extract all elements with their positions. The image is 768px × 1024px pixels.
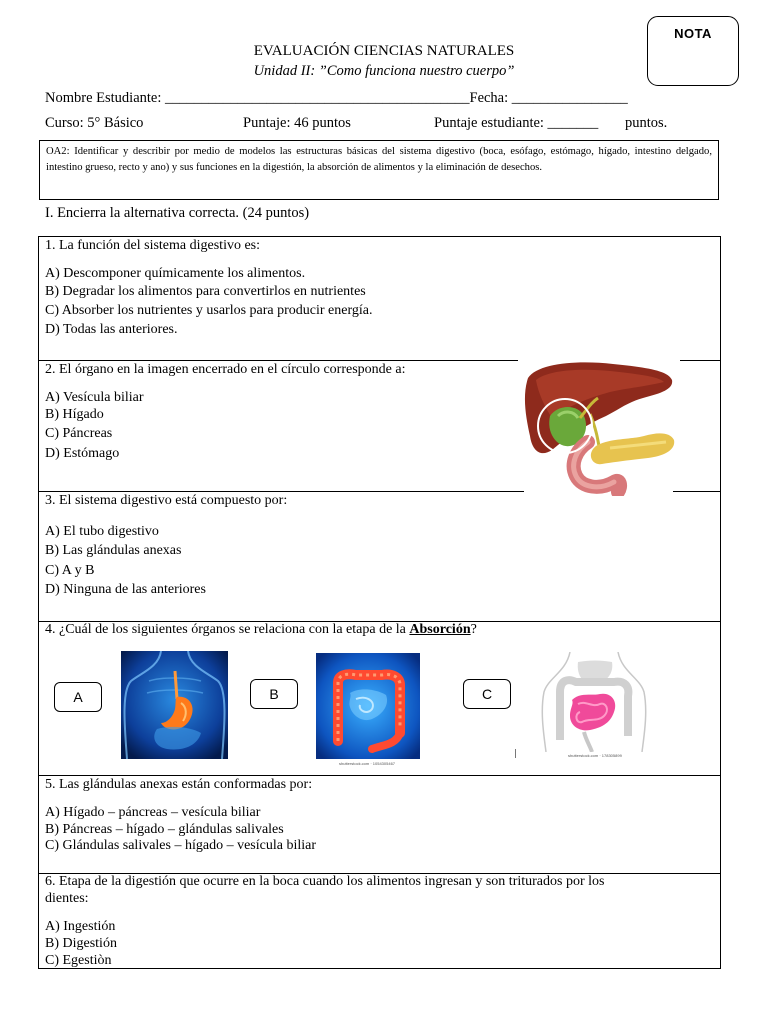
q6-option-b[interactable]: B) Digestión [45,936,117,951]
learning-objective-box: OA2: Identificar y describir por medio de modelos las estructuras básicas del sistema digestivo (boca, esófago, estómago, hígado, intestino delgado, intestino grueso, recto y ano) y sus funciones en la digestión, la absorción de alimentos y la eliminación de desechos. [39,140,719,200]
stomach-body-image[interactable] [121,651,228,759]
q3-option-b[interactable]: B) Las glándulas anexas [45,543,182,558]
student-score-line: Puntaje estudiante: _______ [434,115,599,131]
image-b-credit: shutterstock.com · 1054305467 [339,761,396,766]
question-4-text: 4. ¿Cuál de los siguientes órganos se relaciona con la etapa de la Absorción? [45,622,477,637]
section-title: I. Encierra la alternativa correcta. (24 puntos) [45,205,310,221]
small-intestine-image[interactable] [540,652,648,752]
question-2-text: 2. El órgano en la imagen encerrado en el círculo corresponde a: [45,362,406,377]
points-label: puntos. [625,115,668,131]
q5-option-c[interactable]: C) Glándulas salivales – hígado – vesícula biliar [45,838,316,853]
q3-option-c[interactable]: C) A y B [45,563,95,578]
question-6-text-line1: 6. Etapa de la digestión que ocurre en la boca cuando los alimentos ingresan y son triturados por los [45,874,605,889]
q2-option-b[interactable]: B) Hígado [45,407,104,422]
absorcion-keyword: Absorción [409,622,471,637]
q6-option-a[interactable]: A) Ingestión [45,919,116,934]
q1-option-b[interactable]: B) Degradar los alimentos para convertirlos en nutrientes [45,284,366,299]
page-title: EVALUACIÓN CIENCIAS NATURALES [253,43,515,59]
student-name-line: Nombre Estudiante: __________________________________________Fecha: ________________ [45,90,628,106]
q3-option-a[interactable]: A) El tubo digestivo [45,524,159,539]
q1-option-c[interactable]: C) Absorber los nutrientes y usarlos para producir energía. [45,303,373,318]
q4-choice-b-button[interactable]: B [250,679,298,709]
q1-option-d[interactable]: D) Todas las anteriores. [45,322,178,337]
q2-option-a[interactable]: A) Vesícula biliar [45,390,144,405]
q1-option-a[interactable]: A) Descomponer químicamente los alimentos. [45,266,306,281]
q5-option-a[interactable]: A) Hígado – páncreas – vesícula biliar [45,805,261,820]
q2-option-c[interactable]: C) Páncreas [45,426,113,441]
liver-gallbladder-pancreas-image [518,358,680,496]
question-6-text-line2: dientes: [45,891,89,906]
course-label: Curso: 5° Básico [45,115,144,131]
total-score-label: Puntaje: 46 puntos [243,115,351,131]
q2-option-d[interactable]: D) Estómago [45,446,120,461]
large-intestine-image[interactable] [316,653,420,759]
q3-option-d[interactable]: D) Ninguna de las anteriores [45,582,206,597]
q4-choice-a-button[interactable]: A [54,682,102,712]
q6-option-c[interactable]: C) Egestiòn [45,953,112,968]
question-1-text: 1. La función del sistema digestivo es: [45,238,261,253]
image-c-mark [515,749,516,758]
q4-choice-c-button[interactable]: C [463,679,511,709]
grade-label: NOTA [674,26,712,41]
image-c-credit: shutterstock.com · 178305899 [568,753,622,758]
question-3-text: 3. El sistema digestivo está compuesto por: [45,493,288,508]
q5-option-b[interactable]: B) Páncreas – hígado – glándulas salivales [45,822,284,837]
page-subtitle: Unidad II: ”Como funciona nuestro cuerpo” [253,63,515,79]
question-5-text: 5. Las glándulas anexas están conformadas por: [45,777,313,792]
